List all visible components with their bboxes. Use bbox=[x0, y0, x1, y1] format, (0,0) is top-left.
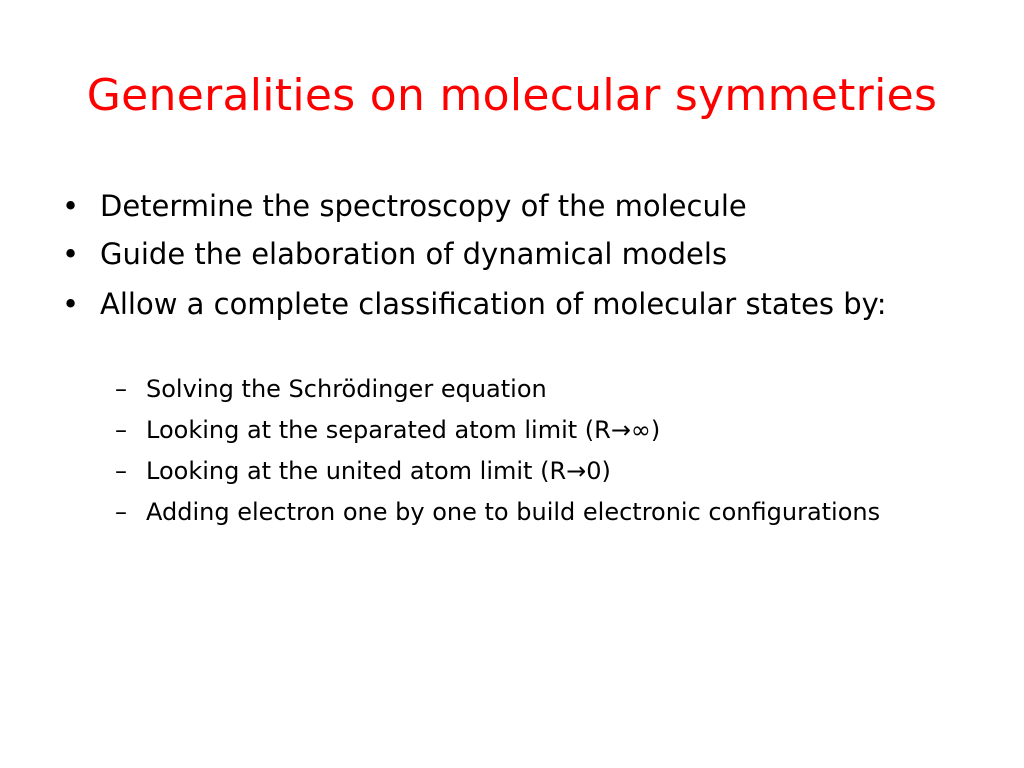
bullet-text: Allow a complete classification of molecular states by: bbox=[100, 287, 887, 321]
bullet-item bbox=[62, 186, 942, 226]
dash-icon: – bbox=[115, 498, 127, 526]
sub-bullet-item bbox=[115, 455, 995, 487]
bullet-icon: • bbox=[62, 287, 80, 321]
sub-bullet-text: Looking at the separated atom limit (R→∞) bbox=[146, 416, 661, 444]
dash-icon: – bbox=[115, 416, 127, 444]
dash-icon: – bbox=[115, 457, 127, 485]
slide-title: Generalities on molecular symmetries bbox=[86, 70, 938, 121]
bullet-item bbox=[62, 234, 942, 274]
bullet-icon: • bbox=[62, 237, 80, 271]
sub-bullet-item bbox=[115, 414, 995, 446]
sub-bullet-item bbox=[115, 373, 995, 405]
sub-bullet-text: Solving the Schrödinger equation bbox=[146, 375, 547, 403]
sub-bullet-text: Looking at the united atom limit (R→0) bbox=[146, 457, 611, 485]
bullet-item bbox=[62, 284, 942, 324]
dash-icon: – bbox=[115, 375, 127, 403]
sub-bullet-text: Adding electron one by one to build electronic configurations bbox=[146, 498, 881, 526]
bullet-text: Determine the spectroscopy of the molecule bbox=[100, 189, 747, 223]
bullet-text: Guide the elaboration of dynamical models bbox=[100, 237, 728, 271]
bullet-icon: • bbox=[62, 189, 80, 223]
sub-bullet-item bbox=[115, 496, 995, 528]
